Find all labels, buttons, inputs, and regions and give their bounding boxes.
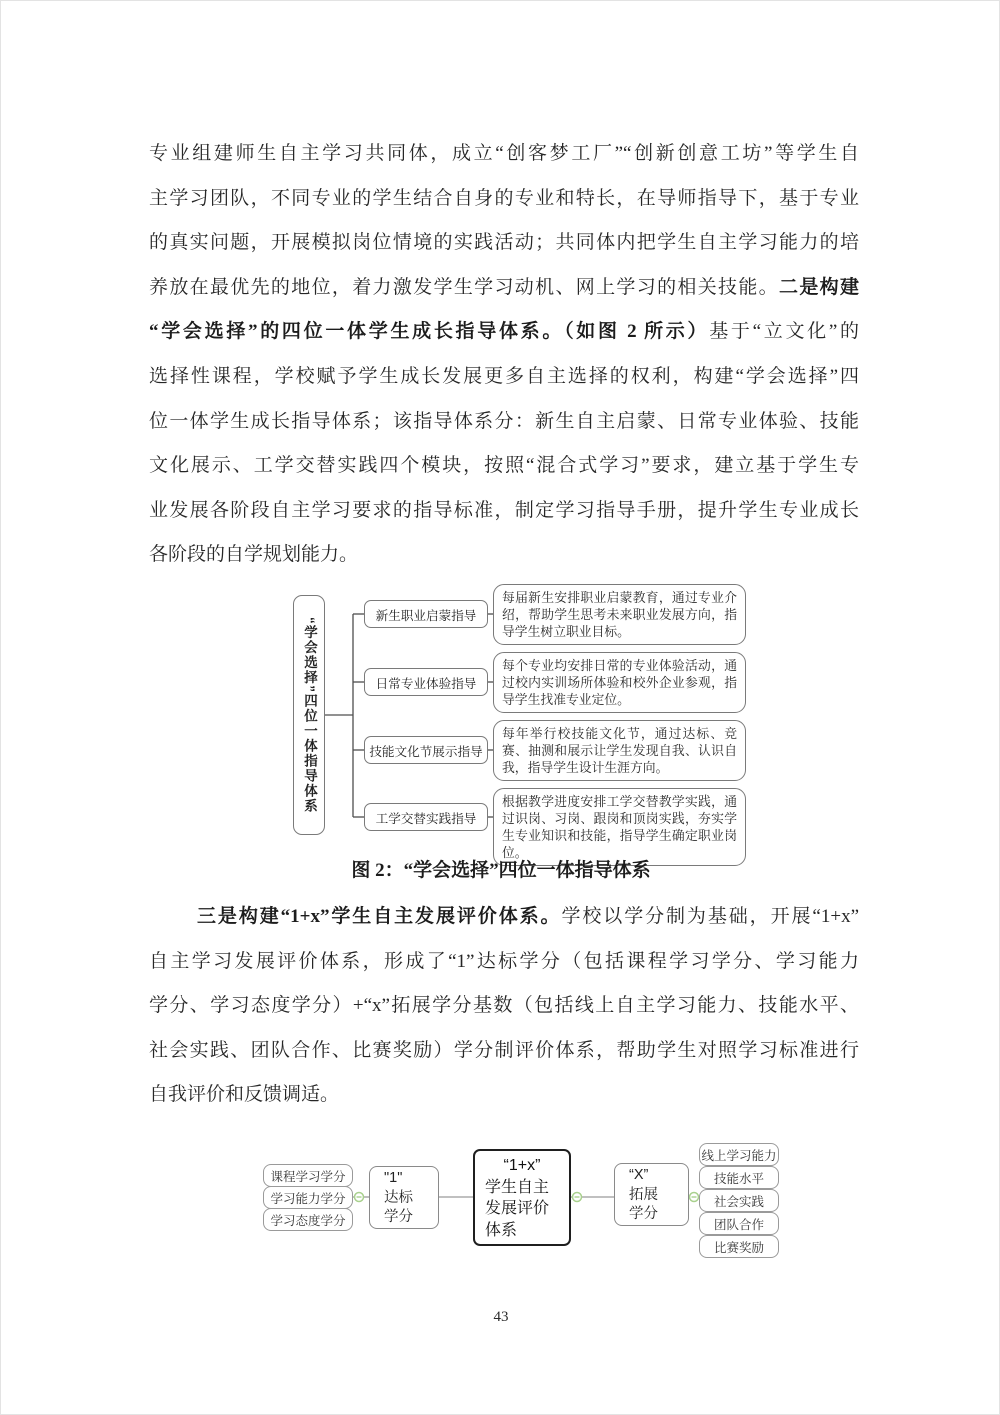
paragraph-text: 各阶段的自学规划能力。 [149, 544, 359, 566]
paragraph-line [149, 940, 859, 985]
paragraph-line [149, 221, 859, 266]
paragraph-line [149, 132, 859, 177]
node-text: 达标 [384, 1189, 413, 1206]
paragraph-line [149, 355, 859, 400]
paragraph-text: 学校以学分制为基础，开展“1+x” [561, 906, 859, 927]
collapse-minus-icon [355, 1193, 364, 1202]
paragraph-text: 自主学习发展评价体系，形成了“1”达标学分（包括课程学习学分、学习能力 [149, 950, 859, 972]
paragraph-text: 主学习团队，不同专业的学生结合自身的专业和特长，在导师指导下，基于专业 [149, 187, 859, 209]
credit-item: 课程学习学分 [263, 1164, 353, 1187]
paragraph-text: 自我评价和反馈调适。 [149, 1084, 340, 1106]
node-text: "1" [384, 1170, 403, 1186]
paragraph-line [149, 177, 859, 222]
paragraph-2 [149, 895, 859, 1118]
page-number: 43 [493, 1309, 509, 1325]
branch-desc: 每个专业均安排日常的专业体验活动，通过校内实训场所体验和校外企业参观，指导学生找准专业定位。 [493, 652, 746, 713]
node-text: 体系 [485, 1221, 518, 1239]
paragraph-line [149, 984, 859, 1029]
paragraph-bold-text: 二是构建 [779, 276, 859, 298]
node-text: “1+x” [503, 1157, 541, 1174]
node-text: 拓展 [629, 1186, 658, 1203]
center-evaluation-node [473, 1149, 571, 1246]
paragraph-line [149, 400, 859, 445]
node-text: 发展评价 [485, 1200, 550, 1217]
paragraph-line [149, 444, 859, 489]
branch-label: 工学交替实践指导 [364, 803, 488, 831]
credit-item: 比赛奖励 [699, 1235, 779, 1258]
paragraph-line [149, 310, 859, 355]
paragraph-line [149, 1073, 859, 1118]
branch-label: 技能文化节展示指导 [364, 736, 488, 764]
paragraph-text: 选择性课程，学校赋予学生成长发展更多自主选择的权利，构建“学会选择”四 [149, 365, 859, 387]
expand-credit-node [614, 1163, 689, 1226]
paragraph-line [149, 266, 859, 311]
figure-1x-diagram [256, 1141, 781, 1263]
paragraph-1 [149, 132, 859, 578]
paragraph-line [149, 895, 859, 940]
figure-caption: 图 2：“学会选择”四位一体指导体系 [351, 860, 651, 881]
paragraph-text: 专业组建师生自主学习共同体，成立“创客梦工厂”“创新创意工坊”等学生自 [149, 143, 859, 164]
branch-desc: 根据教学进度安排工学交替教学实践，通过识岗、习岗、跟岗和顶岗实践，夯实学生专业知识和技能，指导学生确定职业岗位。 [493, 788, 746, 866]
paragraph-text: 基于“立文化”的 [709, 321, 859, 343]
collapse-minus-icon [690, 1193, 699, 1202]
paragraph-text: 文化展示、工学交替实践四个模块，按照“混合式学习”要求，建立基于学生专 [149, 455, 859, 477]
branch-desc: 每届新生安排职业启蒙教育，通过专业介绍，帮助学生思考未来职业发展方向，指导学生树立职业目标。 [493, 584, 746, 645]
paragraph-text: 养放在最优先的地位，着力激发学生学习动机、网上学习的相关技能。 [149, 276, 780, 298]
credit-item: 学习态度学分 [263, 1208, 353, 1231]
node-text: 学生自主 [485, 1178, 550, 1196]
paragraph-text: 位一体学生成长指导体系；该指导体系分：新生自主启蒙、日常专业体验、技能 [149, 410, 859, 432]
collapse-minus-icon [573, 1193, 582, 1202]
credit-item: 社会实践 [699, 1189, 779, 1212]
branch-label: 新生职业启蒙指导 [364, 600, 488, 628]
credit-item: 团队合作 [699, 1212, 779, 1235]
paragraph-text: 业发展各阶段自主学习要求的指导标准，制定学习指导手册，提升学生专业成长 [149, 499, 859, 521]
paragraph-bold-text: 三是构建“1+x”学生自主发展评价体系。 [197, 906, 562, 927]
credit-item: 学习能力学分 [263, 1186, 353, 1209]
node-text: “X” [629, 1167, 649, 1183]
paragraph-text: 社会实践、团队合作、比赛奖励）学分制评价体系，帮助学生对照学习标准进行 [149, 1039, 859, 1061]
paragraph-text: 的真实问题，开展模拟岗位情境的实践活动；共同体内把学生自主学习能力的培 [149, 232, 859, 254]
root-node: “学会选择”四位一体指导体系 [293, 595, 325, 835]
paragraph-line [149, 533, 859, 578]
credit-item: 技能水平 [699, 1166, 779, 1189]
node-text: 学分 [384, 1209, 413, 1225]
credit-item: 线上学习能力 [699, 1143, 779, 1166]
branch-label: 日常专业体验指导 [364, 668, 488, 696]
paragraph-bold-text: “学会选择”的四位一体学生成长指导体系。（如图 2 所示） [149, 321, 710, 343]
paragraph-line [149, 1029, 859, 1074]
paragraph-line [149, 489, 859, 534]
standard-credit-node [369, 1166, 439, 1229]
branch-desc: 每年举行校技能文化节，通过达标、竞赛、抽测和展示让学生发现自我、认识自我，指导学生设计生涯方向。 [493, 720, 746, 781]
node-text: 学分 [629, 1206, 658, 1222]
figure-2-diagram [291, 584, 751, 860]
paragraph-text: 学分、学习态度学分）+“x”拓展学分基数（包括线上自主学习能力、技能水平、 [149, 995, 859, 1017]
